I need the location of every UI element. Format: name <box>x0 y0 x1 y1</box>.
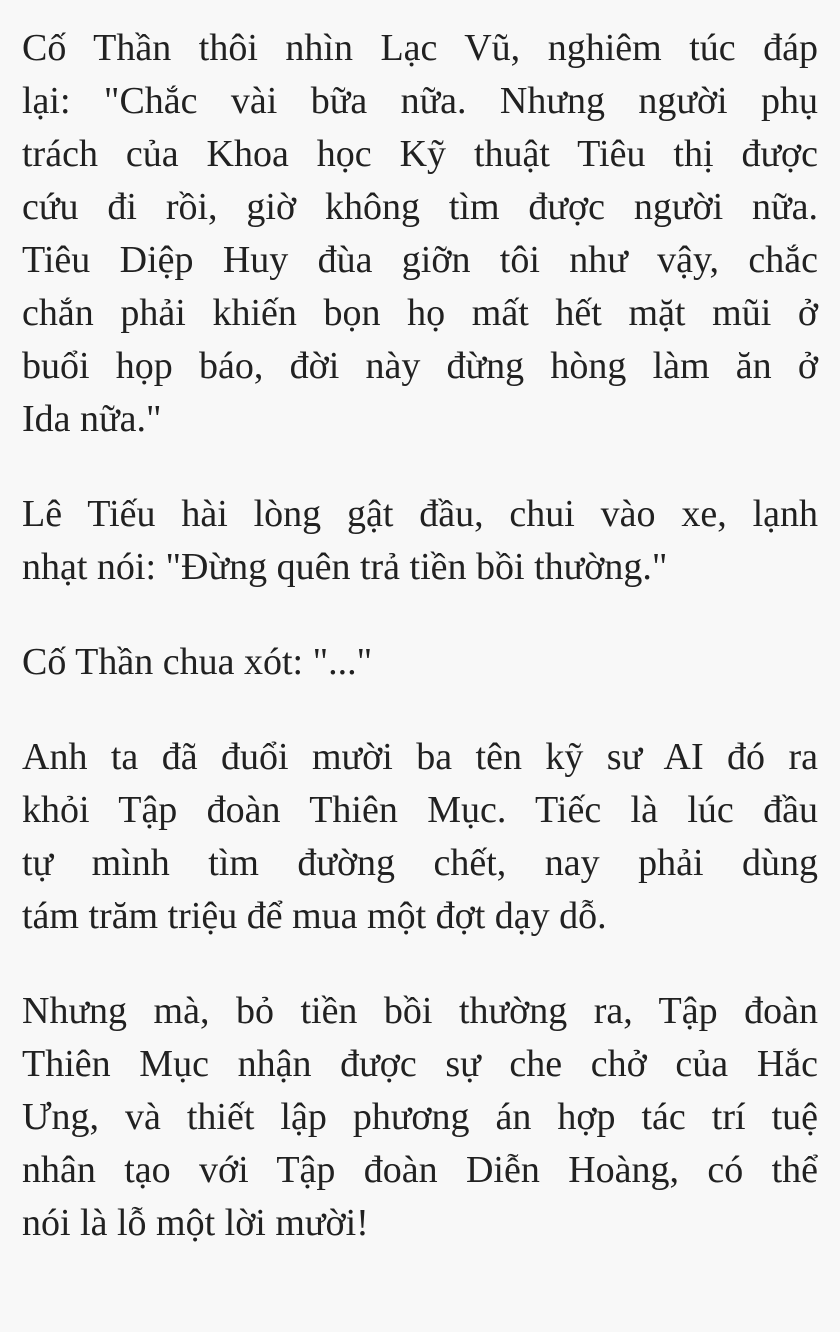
text-line: nhân tạo với Tập đoàn Diễn Hoàng, có thể <box>22 1149 818 1191</box>
text-line: Anh ta đã đuổi mười ba tên kỹ sư AI đó ra <box>22 736 818 778</box>
text-line: khỏi Tập đoàn Thiên Mục. Tiếc là lúc đầu <box>22 789 818 831</box>
paragraph <box>22 22 818 446</box>
paragraph <box>22 488 818 594</box>
text-line: Tiêu Diệp Huy đùa giỡn tôi như vậy, chắc <box>22 239 818 281</box>
paragraph <box>22 985 818 1250</box>
text-line: Cố Thần chua xót: "..." <box>22 641 373 683</box>
text-line: buổi họp báo, đời này đừng hòng làm ăn ở <box>22 345 818 387</box>
text-line: Cố Thần thôi nhìn Lạc Vũ, nghiêm túc đáp <box>22 27 818 69</box>
text-line: Thiên Mục nhận được sự che chở của Hắc <box>22 1043 818 1085</box>
text-line: nói là lỗ một lời mười! <box>22 1202 369 1244</box>
paragraph <box>22 636 818 689</box>
text-line: lại: "Chắc vài bữa nữa. Nhưng người phụ <box>22 80 818 122</box>
paragraph <box>22 731 818 943</box>
text-line: trách của Khoa học Kỹ thuật Tiêu thị được <box>22 133 818 175</box>
text-line: chắn phải khiến bọn họ mất hết mặt mũi ở <box>22 292 818 334</box>
text-line: tự mình tìm đường chết, nay phải dùng <box>22 842 818 884</box>
text-line: Lê Tiếu hài lòng gật đầu, chui vào xe, lạnh <box>22 493 818 535</box>
text-line: Ưng, và thiết lập phương án hợp tác trí tuệ <box>22 1096 818 1138</box>
text-line: cứu đi rồi, giờ không tìm được người nữa. <box>22 186 818 228</box>
text-line: Nhưng mà, bỏ tiền bồi thường ra, Tập đoàn <box>22 990 818 1032</box>
page-text <box>22 22 818 1250</box>
text-line: Ida nữa." <box>22 398 162 440</box>
text-line: nhạt nói: "Đừng quên trả tiền bồi thường." <box>22 546 668 588</box>
text-line: tám trăm triệu để mua một đợt dạy dỗ. <box>22 895 607 937</box>
